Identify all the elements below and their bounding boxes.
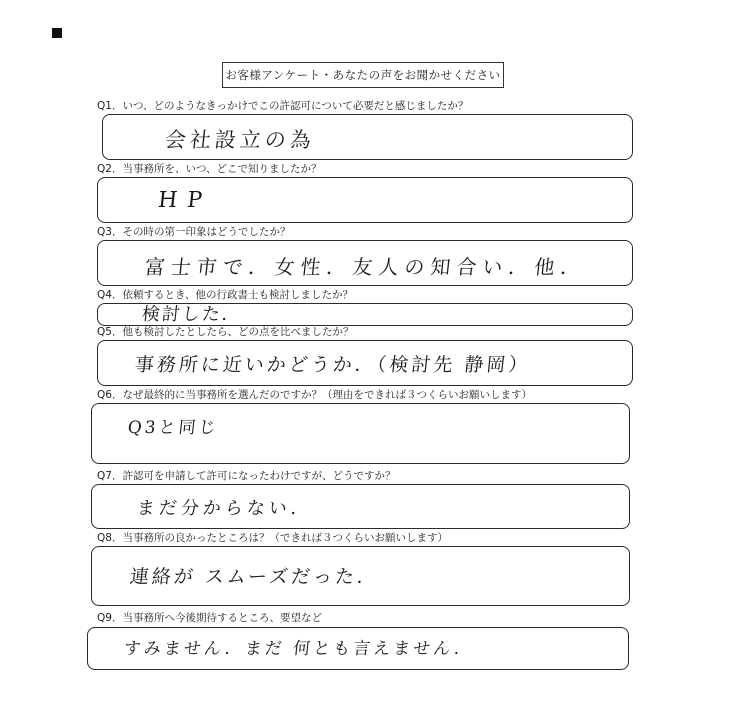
question-2-label: Q2．当事務所を、いつ、どこで知りましたか？ [97,163,322,175]
answer-2-text: HP [156,188,214,213]
question-8-label: Q8．当事務所の良かったところは？（できれば３つくらいお願いします） [97,532,448,544]
answer-6-text: Q3と同じ [126,418,220,438]
survey-title: お客様アンケート・あなたの声をお聞かせください [222,62,504,88]
answer-4-text: 検討した． [140,304,243,325]
answer-1-text: 会社設立の為 [163,128,317,152]
answer-3-text: 富士市で．女性．友人の知合い．他． [143,255,588,279]
question-1-label: Q1．いつ、どのようなきっかけでこの許認可について必要だと感じましたか？ [97,100,469,112]
answer-5-text: 事務所に近いかどうか．（検討先 静岡） [133,354,532,376]
question-5-label: Q5．他も検討したとしたら、どの点を比べましたか？ [97,326,354,338]
question-7-label: Q7．許認可を申請して許可になったわけですが、どうですか？ [97,470,396,482]
question-3-label: Q3．その時の第一印象はどうでしたか？ [97,226,291,238]
answer-7-text: まだ分からない． [135,498,314,519]
square-bullet-mark [52,28,62,38]
answer-9-text: すみません．まだ 何とも言えません． [122,639,476,659]
question-9-label: Q9．当事務所へ今後期待するところ、要望など [97,612,322,624]
answer-8-text: 連絡が スムーズだった． [128,566,381,588]
question-4-label: Q4．依頼するとき、他の行政書士も検討しましたか？ [97,289,354,301]
question-6-label: Q6．なぜ最終的に当事務所を選んだのですか？（理由をできれば３つくらいお願いします） [97,389,532,401]
